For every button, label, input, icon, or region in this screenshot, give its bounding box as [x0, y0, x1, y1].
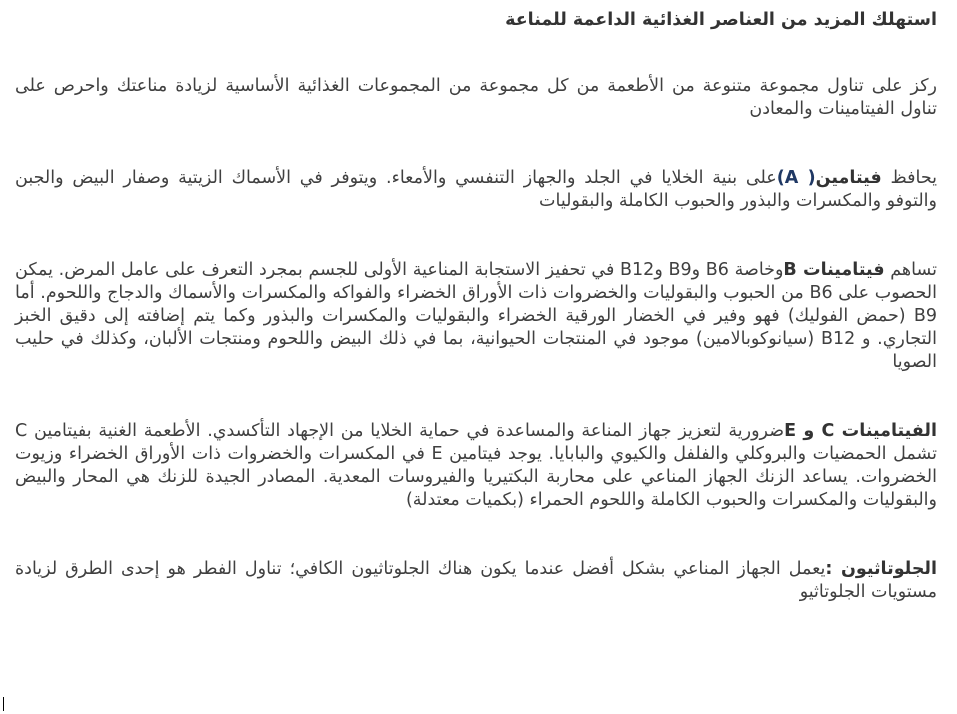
intro-paragraph: ركز على تناول مجموعة متنوعة من الأطعمة من كل مجموعة من المجموعات الغذائية الأساسية لزيادة مناعتك واحرص على تناول الفيتامينات والمعادن [15, 76, 937, 119]
glutathione-text: يعمل الجهاز المناعي بشكل أفضل عندما يكون هناك الجلوتاثيون الكافي؛ تناول الفطر هو إحدى الطرق لزيادة مستويات الجلوتاثيو [15, 559, 937, 602]
vitamin-a-paragraph [15, 167, 937, 213]
vitamin-b-term: فيتامينات B [783, 260, 885, 280]
document-body [15, 6, 937, 604]
text-cursor [3, 697, 4, 711]
glutathione-paragraph [15, 558, 937, 604]
vitamin-ce-term: الفيتامينات C و E [784, 421, 937, 441]
glutathione-term: الجلوتاثيون : [825, 559, 938, 579]
vitamin-ce-text: ضرورية لتعزيز جهاز المناعة والمساعدة في حماية الخلايا من الإجهاد التأكسدي. الأطعمة الغنية بفيتامين C تشمل الحمضيات والبروكلي والفلفل والكيوي والبابايا. يوجد فيتامين E في المكسرات والخضروات ذات الأوراق الخضراء وزيوت الخضروات. يساعد الزنك الجهاز المناعي على محاربة البكتيريا والفيروسات المعدية. المصادر الجيدة للزنك هي المحار والبيض والبقوليات والمكسرات والحبوب الكاملة واللحوم الحمراء (بكميات معتدلة) [15, 421, 938, 510]
vitamin-a-text: على بنية الخلايا في الجلد والجهاز التنفسي والأمعاء. ويتوفر في الأسماك الزيتية وصفار البيض والجبن والتوفو والمكسرات والبذور والحبوب الكاملة والبقوليات [15, 168, 937, 211]
vitamin-b-paragraph [15, 259, 937, 374]
vitamin-a-lead: يحافظ [890, 168, 937, 188]
vitamin-b-text: وخاصة B6 وB9 وB12 في تحفيز الاستجابة المناعية الأولى للجسم بمجرد التعرف على عامل المرض. يمكن الحصوب على B6 من الحبوب والبقوليات والخضروات ذات الأوراق الخضراء والفواكه والمكسرات والأسماك والدجاج واللحوم. أما B9 (حمض الفوليك) فهو وفير في الخضار الورقية الخضراء والبقوليات والمكسرات والبذور وكما يتم إضافته إلى دقيق الخبز التجاري. و B12 (سيانوكوبالامين) موجود في المنتجات الحيوانية، بما في ذلك البيض واللحوم ومنتجات الألبان، وكذلك في حليب الصويا [15, 260, 937, 372]
vitamin-b-lead: تساهم [890, 260, 937, 280]
vitamin-ce-paragraph [15, 420, 937, 512]
document-title: استهلك المزيد من العناصر الغذائية الداعمة للمناعة [505, 10, 937, 30]
vitamin-a-letter: ( A) [776, 168, 816, 188]
vitamin-a-term: فيتامين [815, 168, 882, 188]
